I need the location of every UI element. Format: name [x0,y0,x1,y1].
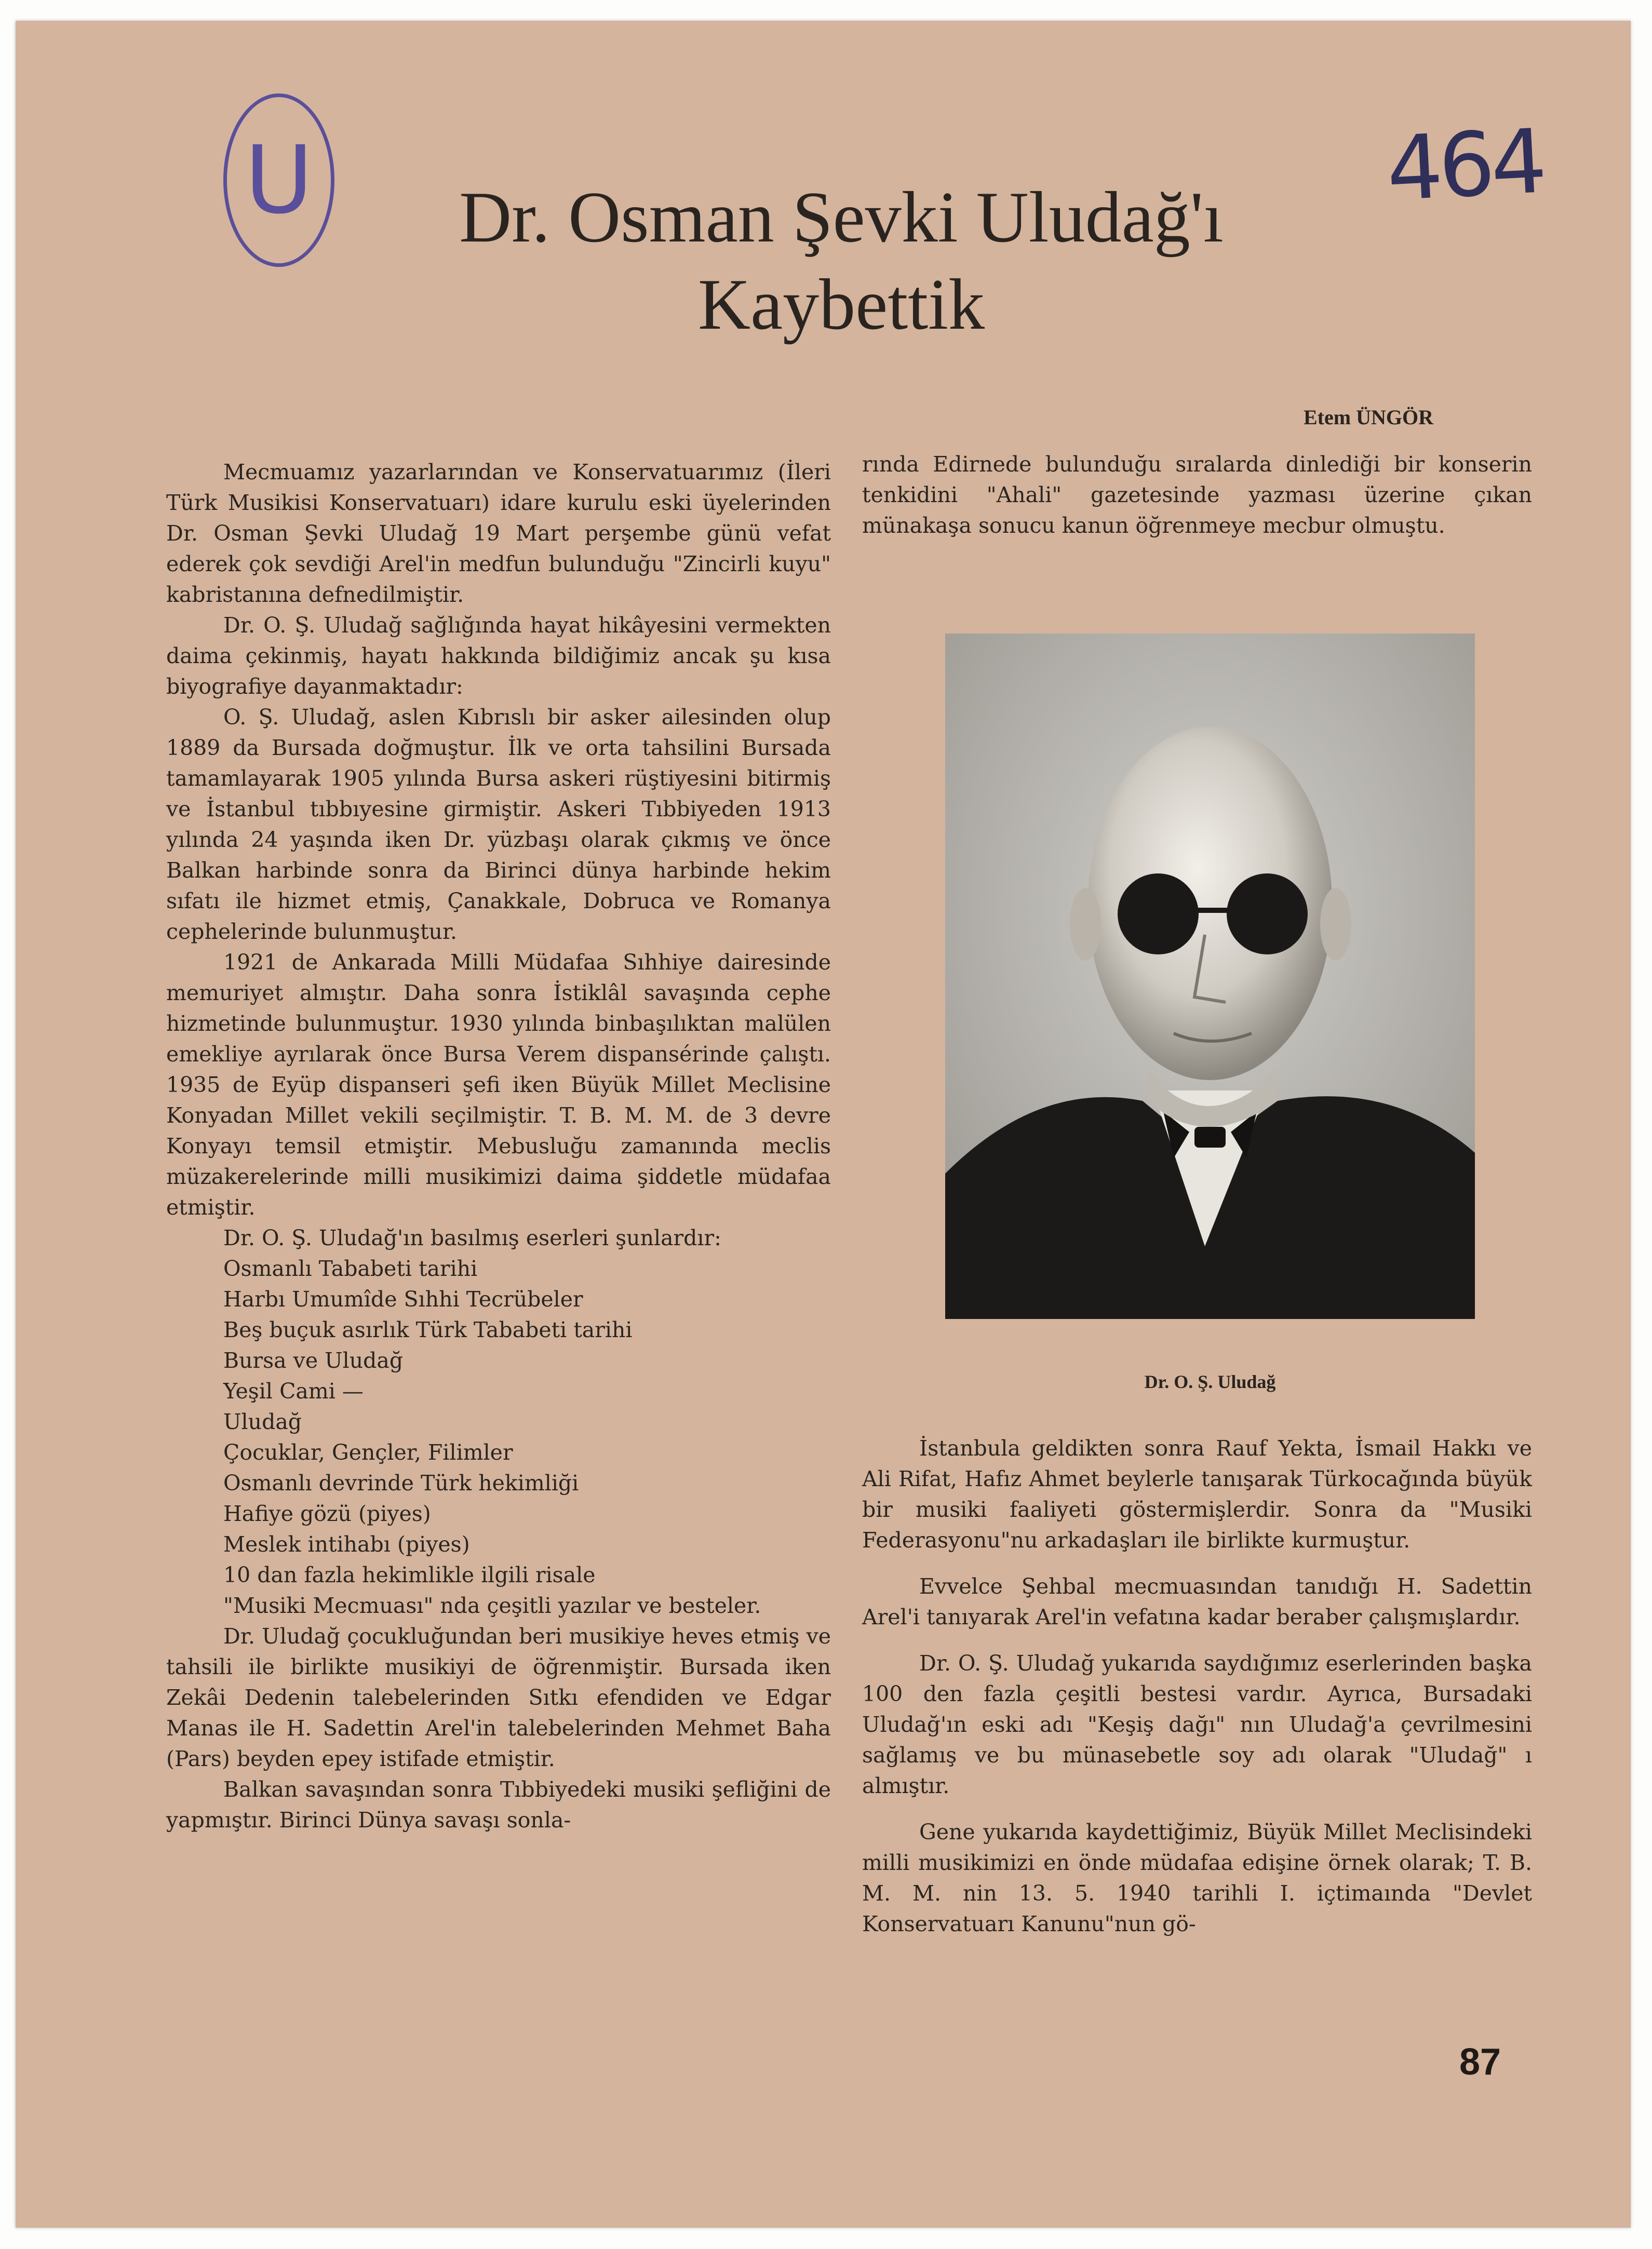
handwritten-page-ref: 464 [1384,110,1546,221]
circle-letter: U [245,126,313,235]
list-item: Çocuklar, Gençler, Filimler [223,1440,513,1465]
article-page [16,21,1631,2228]
right-column-top [862,449,1532,541]
paragraph: Balkan savaşından sonra Tıbbiyedeki musiki şefliğini de yapmıştır. Birinci Dünya savaşı sonla- [166,1777,831,1833]
list-item: Yeşil Cami — [223,1379,364,1404]
list-item: Bursa ve Uludağ [223,1348,404,1373]
list-item: Harbı Umumîde Sıhhi Tecrübeler [223,1287,583,1312]
paragraph: Gene yukarıda kaydettiğimiz, Büyük Millet Meclisindeki milli musikimizi en önde müdafaa edişine örnek olarak; T. B. M. M. nin 13. 5. 1940 tarihli I. içtimaında "Devlet Konservatuarı Kanunu"nun gö- [862,1820,1532,1936]
paragraph: Dr. O. Ş. Uludağ yukarıda saydığımız eserlerinden başka 100 den fazla çeşitli bestesi vardır. Ayrıca, Bursadaki Uludağ'ın eski adı "Keşiş dağı" nın Uludağ'a çevrilmesini sağlamış ve bu münasebetle soy adı olarak "Uludağ" ı almıştır. [862,1651,1532,1798]
portrait-photo [945,634,1475,1319]
list-item: Osmanlı devrinde Türk hekimliği [223,1471,579,1496]
handwritten-circle-mark [223,93,334,267]
paragraph: rında Edirnede bulunduğu sıralarda dinlediği bir konserin tenkidini "Ahali" gazetesinde yazması üzerine çıkan münakaşa sonucu kanun öğrenmeye mecbur olmuştu. [862,452,1532,538]
list-item: "Musiki Mecmuası" nda çeşitli yazılar ve besteler. [223,1593,761,1618]
works-list [166,1254,831,1621]
right-column-bottom [862,1433,1532,1940]
list-item: Meslek intihabı (piyes) [223,1532,470,1557]
photo-caption: Dr. O. Ş. Uludağ [1144,1371,1276,1392]
title-line-2: Kaybettik [697,264,985,345]
paragraph: Dr. O. Ş. Uludağ'ın basılmış eserleri şunlardır: [223,1225,721,1250]
page-number: 87 [1459,2041,1501,2083]
list-item: Uludağ [223,1409,302,1434]
title-line-1: Dr. Osman Şevki Uludağ'ı [459,177,1224,258]
list-item: 10 dan fazla hekimlikle ilgili risale [223,1563,596,1587]
left-column [166,457,831,1836]
paragraph: O. Ş. Uludağ, aslen Kıbrıslı bir asker ailesinden olup 1889 da Bursada doğmuştur. İlk ve orta tahsilini Bursada tamamlayarak 1905 yılında Bursa askeri rüştiyesini bitirmiş ve İstanbul tıbbıyesine girmiştir. Askeri Tıbbiyeden 1913 yılında 24 yaşında iken Dr. yüzbaşı olarak çıkmış ve önce Balkan harbinde sonra da Birinci dünya harbinde hekim sıfatı ile hizmet etmiş, Çanakkale, Dobruca ve Romanya cephelerinde bulunmuştur. [166,705,831,944]
paragraph: 1921 de Ankarada Milli Müdafaa Sıhhiye dairesinde memuriyet almıştır. Daha sonra İstiklâl savaşında cephe hizmetinde bulunmuştur. 1930 yılında binbaşılıktan malülen emekliye ayrılarak önce Bursa Verem dispansérinde çalıştı. 1935 de Eyüp dispanseri şefi iken Büyük Millet Meclisine Konyadan Millet vekili seçilmiştir. T. B. M. M. de 3 devre Konyayı temsil etmiştir. Mebusluğu zamanında meclis müzakerelerinde milli musikimizi daima şiddetle müdafaa etmiştir. [166,950,831,1220]
author-byline: Etem ÜNGÖR [1304,406,1433,429]
list-item: Osmanlı Tababeti tarihi [223,1256,478,1281]
paragraph: Evvelce Şehbal mecmuasından tanıdığı H. Sadettin Arel'i tanıyarak Arel'in vefatına kadar beraber çalışmışlardır. [862,1574,1532,1629]
article-title [327,174,1355,348]
paragraph: Dr. O. Ş. Uludağ sağlığında hayat hikâyesini vermekten daima çekinmiş, hayatı hakkında bildiğimiz ancak şu kısa biyografiye dayanmaktadır: [166,613,831,699]
paragraph: İstanbula geldikten sonra Rauf Yekta, İsmail Hakkı ve Ali Rifat, Hafız Ahmet beylerle tanışarak Türkocağında büyük bir musiki faaliyeti göstermişlerdir. Sonra da "Musiki Federasyonu"nu arkadaşları ile birlikte kurmuştur. [862,1436,1532,1553]
paragraph: Dr. Uludağ çocukluğundan beri musikiye heves etmiş ve tahsili ile birlikte musikiyi de öğrenmiştir. Bursada iken Zekâi Dedenin talebelerinden Sıtkı efendiden ve Edgar Manas ile H. Sadettin Arel'in talebelerinden Mehmet Baha (Pars) beyden epey istifade etmiştir. [166,1624,831,1771]
list-item: Beş buçuk asırlık Türk Tababeti tarihi [223,1317,633,1342]
list-item: Hafiye gözü (piyes) [223,1501,431,1526]
portrait-illustration [945,634,1475,1319]
paragraph: Mecmuamız yazarlarından ve Konservatuarımız (İleri Türk Musikisi Konservatuarı) idare kurulu eski üyelerinden Dr. Osman Şevki Uludağ 19 Mart perşembe günü vefat ederek çok sevdiği Arel'in medfun bulunduğu "Zincirli kuyu" kabristanına defnedilmiştir. [166,460,831,607]
